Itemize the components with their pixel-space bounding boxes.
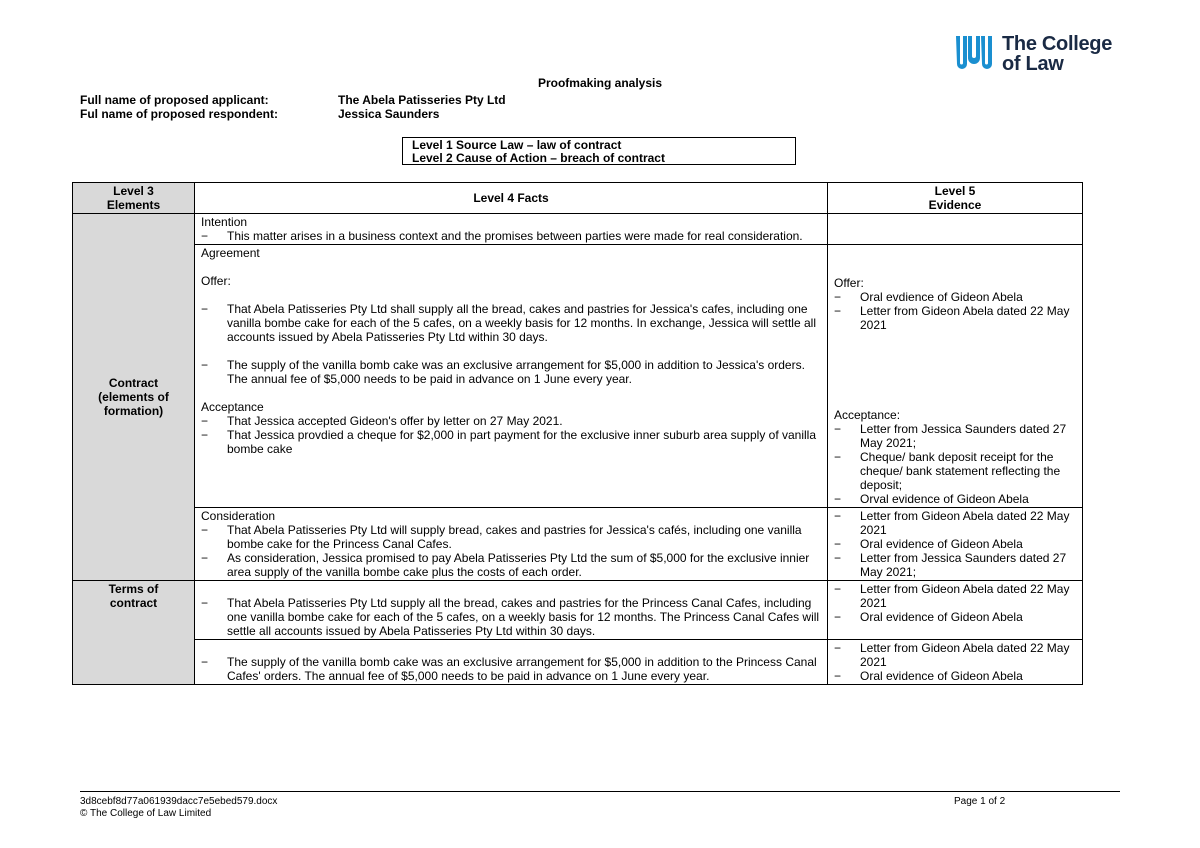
list-item	[834, 509, 1076, 537]
bullet-dash: −	[834, 290, 842, 304]
logo-wordmark	[1002, 34, 1112, 74]
bullet-dash: −	[834, 509, 842, 523]
consideration-fact-2: As consideration, Jessica promised to pay Abela Patisseries Pty Ltd the sum of $5,000 for the exclusive innier area supply of the vanilla bombe cake plus the costs of each order.	[227, 551, 810, 579]
element-terms-line2: contract	[109, 596, 158, 610]
header-row	[73, 183, 1083, 214]
evidence-consideration	[828, 508, 1083, 581]
element-contract	[73, 214, 195, 581]
logo-line-1: The College	[1002, 33, 1113, 55]
bullet-dash: −	[834, 641, 842, 655]
footer-left	[80, 796, 277, 820]
list-item	[834, 422, 1076, 450]
ev-offer-1: Oral evdience of Gideon Abela	[860, 290, 1023, 304]
header-elements-line1: Level 3	[113, 184, 154, 198]
consideration-fact-1: That Abela Patisseries Pty Ltd will supply bread, cakes and pastries for Jessica's cafés, including one vanilla bombe cake for the Princess Canal Cafes.	[227, 523, 802, 551]
element-terms	[73, 581, 195, 685]
list-item	[201, 229, 821, 243]
element-contract-line2: (elements of	[98, 390, 169, 404]
footer-copyright: © The College of Law Limited	[80, 808, 212, 819]
bullet-dash: −	[201, 428, 209, 442]
bullet-dash: −	[201, 302, 209, 316]
bullet-dash: −	[834, 669, 842, 683]
facts-terms-1	[195, 581, 828, 640]
footer-page-number: Page 1 of 2	[954, 796, 1006, 807]
table-row-terms-2	[73, 640, 1083, 685]
respondent-value: Jessica Saunders	[338, 107, 440, 121]
offer-fact-2: The supply of the vanilla bomb cake was an exclusive arrangement for $5,000 in addition to Jessica's orders. The annual fee of $5,000 needs to be paid in advance on 1 June every year.	[227, 358, 805, 386]
table-row-consideration	[73, 508, 1083, 581]
bullet-dash: −	[834, 304, 842, 318]
facts-terms-2	[195, 640, 828, 685]
bullet-dash: −	[201, 358, 209, 372]
list-item	[834, 610, 1076, 624]
respondent-label: Ful name of proposed respondent:	[80, 107, 279, 121]
list-item	[834, 492, 1076, 506]
facts-agreement	[195, 245, 828, 508]
element-contract-line1: Contract	[108, 376, 159, 390]
terms-fact-2: The supply of the vanilla bomb cake was an exclusive arrangement for $5,000 in addition to the Princess Canal Cafes' orders. The annual fee of $5,000 needs to be paid in advance on 1 June every year.	[227, 655, 817, 683]
list-item	[201, 596, 821, 638]
bullet-dash: −	[834, 610, 842, 624]
levels-box	[402, 137, 796, 165]
evidence-terms-1	[828, 581, 1083, 640]
list-item	[834, 450, 1076, 492]
list-item	[201, 655, 821, 683]
table-row-intention	[73, 214, 1083, 245]
facts-consideration	[195, 508, 828, 581]
ev-terms1-1: Letter from Gideon Abela dated 22 May 2021	[860, 582, 1070, 610]
header-facts: Level 4 Facts	[195, 183, 828, 214]
ev-offer-label: Offer:	[834, 276, 864, 290]
consideration-label: Consideration	[201, 509, 276, 523]
parties-block	[80, 93, 506, 121]
bullet-dash: −	[834, 450, 842, 464]
evidence-intention	[828, 214, 1083, 245]
bullet-dash: −	[834, 492, 842, 506]
element-terms-line1: Terms of	[108, 582, 159, 596]
footer-divider	[80, 791, 1120, 792]
ev-acceptance-1: Letter from Jessica Saunders dated 27 May 2021;	[860, 422, 1067, 450]
acceptance-fact-1: That Jessica accepted Gideon's offer by letter on 27 May 2021.	[227, 414, 563, 428]
facts-intention	[195, 214, 828, 245]
evidence-agreement	[828, 245, 1083, 508]
list-item	[834, 551, 1076, 579]
college-logo	[952, 30, 1122, 76]
agreement-label: Agreement	[201, 246, 260, 260]
list-item	[834, 537, 1076, 551]
ev-consideration-1: Letter from Gideon Abela dated 22 May 2021	[860, 509, 1070, 537]
respondent-row	[80, 107, 506, 121]
level-2-text: Level 2 Cause of Action – breach of contract	[412, 151, 665, 165]
offer-label: Offer:	[201, 274, 231, 288]
intention-label: Intention	[201, 215, 248, 229]
bullet-dash: −	[834, 582, 842, 596]
level-1-text: Level 1 Source Law – law of contract	[412, 138, 622, 152]
logo-line-2: of Law	[1002, 53, 1064, 75]
list-item	[834, 669, 1076, 683]
bullet-dash: −	[834, 537, 842, 551]
ev-terms1-2: Oral evidence of Gideon Abela	[860, 610, 1023, 624]
table-row-terms-1	[73, 581, 1083, 640]
ev-consideration-2: Oral evidence of Gideon Abela	[860, 537, 1023, 551]
ev-offer-2: Letter from Gideon Abela dated 22 May 2021	[860, 304, 1070, 332]
ev-terms2-1: Letter from Gideon Abela dated 22 May 2021	[860, 641, 1070, 669]
evidence-terms-2	[828, 640, 1083, 685]
applicant-value: The Abela Patisseries Pty Ltd	[338, 93, 506, 107]
header-evidence-line2: Evidence	[928, 198, 982, 212]
document-title: Proofmaking analysis	[537, 76, 663, 90]
list-item	[201, 358, 821, 386]
bullet-dash: −	[201, 596, 209, 610]
terms-fact-1: That Abela Patisseries Pty Ltd supply all the bread, cakes and pastries for the Princess Canal Cafes, including one vanilla bombe cake for each of the 5 cafes, on a weekly basis for 12 months. The Princess Canal Cafes will settle all accounts issued by Abela Patisseries Pty Ltd within 30 days.	[227, 596, 820, 638]
acceptance-fact-2: That Jessica provdied a cheque for $2,000 in part payment for the exclusive inner suburb area supply of vanilla bombe cake	[227, 428, 817, 456]
bullet-dash: −	[201, 551, 209, 565]
list-item	[201, 414, 821, 428]
footer-filename: 3d8cebf8d77a061939dacc7e5ebed579.docx	[80, 796, 278, 807]
header-evidence	[828, 183, 1083, 214]
header-evidence-line1: Level 5	[934, 184, 976, 198]
offer-fact-1: That Abela Patisseries Pty Ltd shall supply all the bread, cakes and pastries for Jessica's cafes, including one vanilla bombe cake for each of the 5 cafes, on a weekly basis for 12 months. In exchange, Jessica will settle all accounts issued by Abela Patisseries Pty Ltd within 30 days.	[227, 302, 816, 344]
ev-acceptance-3: Orval evidence of Gideon Abela	[860, 492, 1029, 506]
proofmaking-table	[72, 182, 1083, 685]
bullet-dash: −	[834, 422, 842, 436]
college-logo-icon	[952, 30, 996, 74]
list-item	[201, 302, 821, 344]
list-item	[834, 641, 1076, 669]
applicant-row	[80, 93, 506, 107]
ev-consideration-3: Letter from Jessica Saunders dated 27 May 2021;	[860, 551, 1067, 579]
ev-terms2-2: Oral evidence of Gideon Abela	[860, 669, 1023, 683]
ev-acceptance-2: Cheque/ bank deposit receipt for the cheque/ bank statement reflecting the deposit;	[860, 450, 1061, 492]
intention-fact: This matter arises in a business context and the promises between parties were made for real consideration.	[227, 229, 803, 243]
header-elements-line2: Elements	[106, 198, 161, 212]
bullet-dash: −	[201, 523, 209, 537]
element-contract-line3: formation)	[103, 404, 164, 418]
acceptance-label: Acceptance	[201, 400, 264, 414]
list-item	[201, 551, 821, 579]
bullet-dash: −	[201, 414, 209, 428]
ev-acceptance-label: Acceptance:	[834, 408, 901, 422]
list-item	[201, 523, 821, 551]
list-item	[834, 304, 1076, 332]
list-item	[201, 428, 821, 456]
list-item	[834, 290, 1076, 304]
bullet-dash: −	[834, 551, 842, 565]
header-elements	[73, 183, 195, 214]
table-row-agreement	[73, 245, 1083, 508]
bullet-dash: −	[201, 229, 209, 243]
list-item	[834, 582, 1076, 610]
applicant-label: Full name of proposed applicant:	[80, 93, 269, 107]
bullet-dash: −	[201, 655, 209, 669]
